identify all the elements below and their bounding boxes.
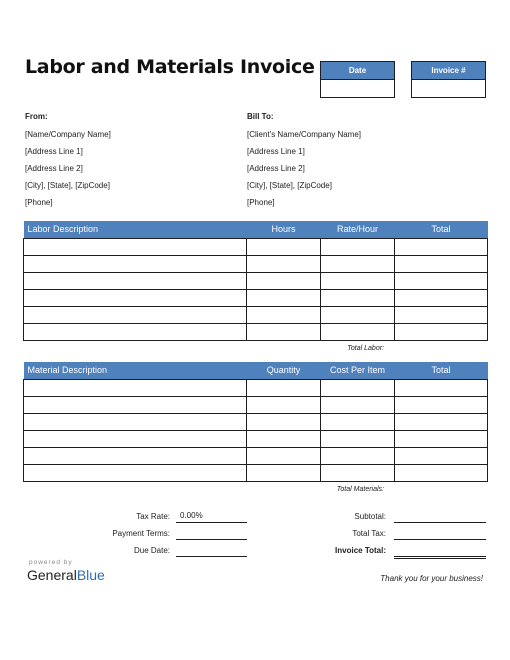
brand-general: General xyxy=(27,567,77,583)
material-col3-cell[interactable] xyxy=(321,413,395,430)
material-col2-cell[interactable] xyxy=(247,379,321,396)
labor-col3-cell[interactable] xyxy=(321,323,395,340)
total-materials-label: Total Materials: xyxy=(336,486,384,493)
labor-total-cell[interactable] xyxy=(395,323,488,340)
labor-row xyxy=(24,323,488,340)
labor-col3-cell[interactable] xyxy=(321,238,395,255)
labor-description-cell[interactable] xyxy=(24,289,247,306)
total-tax-field[interactable] xyxy=(394,527,486,540)
material-row xyxy=(24,464,488,481)
labor-col2-cell[interactable] xyxy=(247,323,321,340)
date-box xyxy=(320,61,395,98)
payment-terms-label: Payment Terms: xyxy=(112,529,170,538)
due-date-label: Due Date: xyxy=(133,546,170,555)
bill-to-address-1[interactable]: [Address Line 1] xyxy=(247,147,305,156)
materials-total-header: Total xyxy=(395,362,488,379)
hours-header: Hours xyxy=(247,221,321,238)
material-row xyxy=(24,396,488,413)
total-labor-label: Total Labor: xyxy=(347,345,384,352)
material-col2-cell[interactable] xyxy=(247,464,321,481)
labor-total-cell[interactable] xyxy=(395,272,488,289)
labor-total-cell[interactable] xyxy=(395,306,488,323)
material-row xyxy=(24,413,488,430)
bill-to-city-state-zip[interactable]: [City], [State], [ZipCode] xyxy=(247,181,332,190)
materials-header-row xyxy=(24,362,488,379)
subtotal-label: Subtotal: xyxy=(354,512,386,521)
labor-rows xyxy=(24,238,488,340)
labor-col3-cell[interactable] xyxy=(321,289,395,306)
bill-to-address-2[interactable]: [Address Line 2] xyxy=(247,164,305,173)
labor-description-cell[interactable] xyxy=(24,272,247,289)
labor-col3-cell[interactable] xyxy=(321,255,395,272)
date-label: Date xyxy=(321,62,394,80)
labor-col3-cell[interactable] xyxy=(321,306,395,323)
labor-description-cell[interactable] xyxy=(24,323,247,340)
labor-row xyxy=(24,306,488,323)
bill-to-label: Bill To: xyxy=(247,112,274,121)
material-total-cell[interactable] xyxy=(395,430,488,447)
from-address-1[interactable]: [Address Line 1] xyxy=(25,147,83,156)
labor-description-cell[interactable] xyxy=(24,255,247,272)
labor-total-cell[interactable] xyxy=(395,238,488,255)
material-total-cell[interactable] xyxy=(395,413,488,430)
payment-terms-field[interactable] xyxy=(176,527,247,540)
labor-description-cell[interactable] xyxy=(24,306,247,323)
bill-to-phone[interactable]: [Phone] xyxy=(247,198,275,207)
tax-rate-field[interactable]: 0.00% xyxy=(176,510,247,523)
labor-col2-cell[interactable] xyxy=(247,289,321,306)
invoice-number-box xyxy=(411,61,486,98)
material-description-cell[interactable] xyxy=(24,396,247,413)
from-name[interactable]: [Name/Company Name] xyxy=(25,130,111,139)
from-label: From: xyxy=(25,112,48,121)
due-date-field[interactable] xyxy=(176,544,247,557)
material-row xyxy=(24,447,488,464)
material-description-cell[interactable] xyxy=(24,413,247,430)
invoice-total-label: Invoice Total: xyxy=(335,546,386,555)
materials-table xyxy=(23,362,488,482)
material-total-cell[interactable] xyxy=(395,447,488,464)
labor-total-cell[interactable] xyxy=(395,289,488,306)
material-col2-cell[interactable] xyxy=(247,413,321,430)
material-description-cell[interactable] xyxy=(24,430,247,447)
generalblue-logo xyxy=(27,567,105,583)
material-total-cell[interactable] xyxy=(395,379,488,396)
labor-total-header: Total xyxy=(395,221,488,238)
material-col2-cell[interactable] xyxy=(247,396,321,413)
invoice-number-field[interactable] xyxy=(412,80,485,97)
quantity-header: Quantity xyxy=(247,362,321,379)
labor-row xyxy=(24,238,488,255)
bill-to-name[interactable]: [Client's Name/Company Name] xyxy=(247,130,362,139)
tax-rate-label: Tax Rate: xyxy=(136,512,170,521)
labor-total-cell[interactable] xyxy=(395,255,488,272)
material-col3-cell[interactable] xyxy=(321,379,395,396)
thank-you-note: Thank you for your business! xyxy=(380,574,483,583)
labor-row xyxy=(24,255,488,272)
invoice-total-field[interactable] xyxy=(394,544,486,559)
rate-per-hour-header: Rate/Hour xyxy=(321,221,395,238)
labor-col2-cell[interactable] xyxy=(247,306,321,323)
from-address-2[interactable]: [Address Line 2] xyxy=(25,164,83,173)
material-description-cell[interactable] xyxy=(24,447,247,464)
material-col3-cell[interactable] xyxy=(321,464,395,481)
materials-rows xyxy=(24,379,488,481)
subtotal-field[interactable] xyxy=(394,510,486,523)
labor-col2-cell[interactable] xyxy=(247,272,321,289)
labor-description-cell[interactable] xyxy=(24,238,247,255)
labor-row xyxy=(24,289,488,306)
date-field[interactable] xyxy=(321,80,394,97)
invoice-number-label: Invoice # xyxy=(412,62,485,80)
labor-description-header: Labor Description xyxy=(24,221,247,238)
invoice-title: Labor and Materials Invoice xyxy=(25,56,315,78)
brand-blue: Blue xyxy=(76,567,105,583)
material-total-cell[interactable] xyxy=(395,396,488,413)
material-description-cell[interactable] xyxy=(24,464,247,481)
labor-col2-cell[interactable] xyxy=(247,255,321,272)
material-col3-cell[interactable] xyxy=(321,396,395,413)
powered-by-text: powered by xyxy=(29,559,73,566)
labor-col3-cell[interactable] xyxy=(321,272,395,289)
material-col2-cell[interactable] xyxy=(247,447,321,464)
material-total-cell[interactable] xyxy=(395,464,488,481)
material-description-header: Material Description xyxy=(24,362,247,379)
material-description-cell[interactable] xyxy=(24,379,247,396)
from-phone[interactable]: [Phone] xyxy=(25,198,53,207)
total-tax-label: Total Tax: xyxy=(352,529,386,538)
bill-to-block xyxy=(247,112,361,214)
labor-header-row xyxy=(24,221,488,238)
from-city-state-zip[interactable]: [City], [State], [ZipCode] xyxy=(25,181,110,190)
material-col2-cell[interactable] xyxy=(247,430,321,447)
cost-per-item-header: Cost Per Item xyxy=(321,362,395,379)
material-row xyxy=(24,430,488,447)
labor-row xyxy=(24,272,488,289)
labor-table xyxy=(23,221,488,341)
material-col3-cell[interactable] xyxy=(321,430,395,447)
labor-col2-cell[interactable] xyxy=(247,238,321,255)
material-col3-cell[interactable] xyxy=(321,447,395,464)
material-row xyxy=(24,379,488,396)
from-block xyxy=(25,112,111,214)
